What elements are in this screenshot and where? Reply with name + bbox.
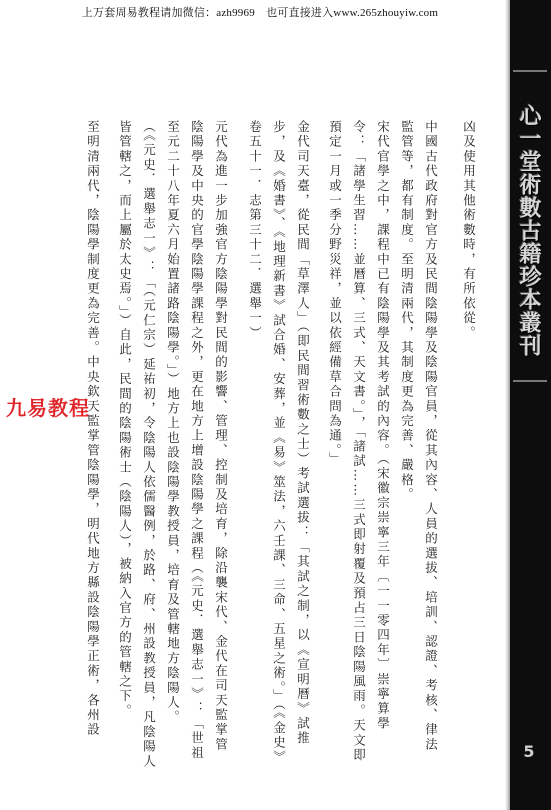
text-column: 卷五十一．志第三十二．選舉一） — [247, 120, 263, 341]
text-column: 令：「諸學生習……並曆算、三式、天文書。」，「諸試……三式即射覆及預占三日陰陽風雨。天文即 — [351, 120, 367, 763]
text-column: 元代為進一步加強官方陰陽學對民間的影響、管理、控制及培育，除沿襲宋代、金代在司天監掌管 — [213, 120, 229, 753]
text-column: 至明清兩代，陰陽學制度更為完善。中央欽天監掌管陰陽學，明代地方縣設陰陽學正術，各州設 — [85, 120, 101, 738]
page-number: 5 — [523, 742, 535, 761]
text-column: （《元史．選舉志一》：「（元仁宗）延祐初，令陰陽人依儒醫例，於路、府、州設教授員，凡陰陽人 — [141, 120, 157, 769]
text-column: 步，及《婚書》、《地理新書》試合婚、安葬，並《易》筮法，六壬課、三命、五星之術。」（《金史》 — [271, 120, 287, 765]
spine-title: 心一堂術數古籍珍本叢刊 — [516, 103, 542, 357]
text-column: 至元二十八年夏六月始置諸路陰陽學。」）地方上也設陰陽學教授員，培育及管轄地方陰陽人。 — [165, 120, 181, 725]
spine-divider — [513, 380, 547, 382]
text-column: 陰陽學及中央的官學陰陽學課程之外，更在地方上增設陰陽學之課程（《元史．選舉志一》：「世祖 — [189, 120, 205, 761]
watermark-banner: 上万套周易教程请加微信：azh9969 也可直接进入www.265zhouyiw.com — [81, 7, 439, 19]
text-column: 中國古代政府對官方及民間陰陽學及陰陽官員，從其內容、人員的選拔、培訓、認證、考核、律法 — [423, 120, 439, 753]
text-column: 宋代官學之中，課程中已有陰陽學及其考試的內容。（宋徽宗崇寧三年〔一一零四年〕崇寧算學 — [375, 120, 391, 732]
text-column: 預定一月或一季分野災祥，並以依經備草合問為通。」 — [327, 120, 343, 467]
text-column: 皆管轄之，而上屬於太史焉。」）自此，民間的陰陽術士（陰陽人），被納入官方的管轄之下。 — [117, 120, 133, 719]
spine-divider — [513, 70, 547, 72]
text-column: 金代司天臺，從民間「草澤人」（即民間習術數之士）考試選拔：「其試之制，以《宣明曆》試推 — [295, 120, 311, 746]
text-column: 凶及使用其他術數時，有所依從。 — [461, 120, 477, 341]
text-column: 監管等，都有制度。至明清兩代，其制度更為完善、嚴格。 — [399, 120, 415, 503]
red-watermark-logo: 九易教程 — [6, 396, 90, 420]
